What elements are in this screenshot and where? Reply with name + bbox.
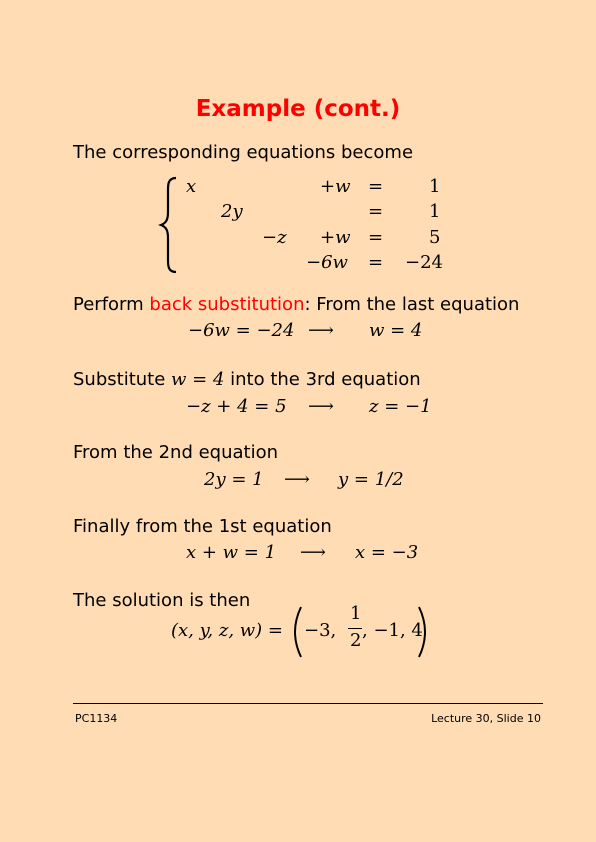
sys-r1-x: x (186, 176, 197, 197)
slide-title: Example (cont.) (195, 96, 401, 122)
step4-arrow-icon: ⟶ (300, 542, 326, 563)
solution-text: The solution is then (73, 590, 251, 611)
intro-text: The corresponding equations become (73, 142, 414, 163)
sys-r3-z: −z (262, 227, 287, 248)
sys-r2-y: 2y (221, 201, 243, 222)
back-substitution-highlight: back substitution (149, 294, 305, 315)
footer-rule (73, 703, 543, 704)
sys-r4-w: −6w (306, 252, 348, 273)
footer-slide-number: Lecture 30, Slide 10 (431, 712, 541, 725)
step4-rhs: x = −3 (355, 542, 419, 563)
step1-rhs: w = 4 (369, 320, 423, 341)
left-brace (158, 176, 182, 274)
step4-lhs: x + w = 1 (186, 542, 277, 563)
footer-course: PC1134 (75, 712, 118, 725)
step2-arrow-icon: ⟶ (308, 396, 334, 417)
step1-lhs: −6w = −24 (188, 320, 295, 341)
solution-first: −3, (304, 620, 337, 641)
left-paren (288, 605, 304, 659)
step2-text (73, 369, 421, 390)
sys-r4-rhs: −24 (405, 252, 443, 273)
step2-rhs: z = −1 (369, 396, 432, 417)
step2-math: w = 4 (171, 369, 225, 390)
sys-r2-eq: = (368, 201, 384, 222)
step1-suffix: : From the last equation (304, 294, 520, 315)
step1-prefix: Perform (73, 294, 150, 315)
step3-text: From the 2nd equation (73, 442, 279, 463)
step3-lhs: 2y = 1 (204, 469, 264, 490)
fraction-numerator: 1 (350, 603, 362, 624)
sys-r1-eq: = (368, 176, 384, 197)
sys-r2-rhs: 1 (429, 201, 441, 222)
fraction-bar (348, 628, 362, 629)
step1-arrow-icon: ⟶ (308, 320, 334, 341)
step2-lhs: −z + 4 = 5 (186, 396, 287, 417)
fraction-denominator: 2 (350, 630, 362, 651)
step1-text (73, 294, 519, 315)
step2-suffix: into the 3rd equation (224, 369, 421, 390)
sys-r4-eq: = (368, 252, 384, 273)
sys-r1-w: +w (320, 176, 351, 197)
solution-rest: , −1, 4 (362, 620, 423, 641)
step3-arrow-icon: ⟶ (284, 469, 310, 490)
step3-rhs: y = 1/2 (338, 469, 404, 490)
sys-r3-w: +w (320, 227, 351, 248)
right-paren (416, 605, 432, 659)
sys-r1-rhs: 1 (429, 176, 441, 197)
sys-r3-rhs: 5 (429, 227, 441, 248)
step4-text: Finally from the 1st equation (73, 516, 332, 537)
step2-prefix: Substitute (73, 369, 172, 390)
sys-r3-eq: = (368, 227, 384, 248)
solution-lhs: (x, y, z, w) = (171, 620, 283, 641)
